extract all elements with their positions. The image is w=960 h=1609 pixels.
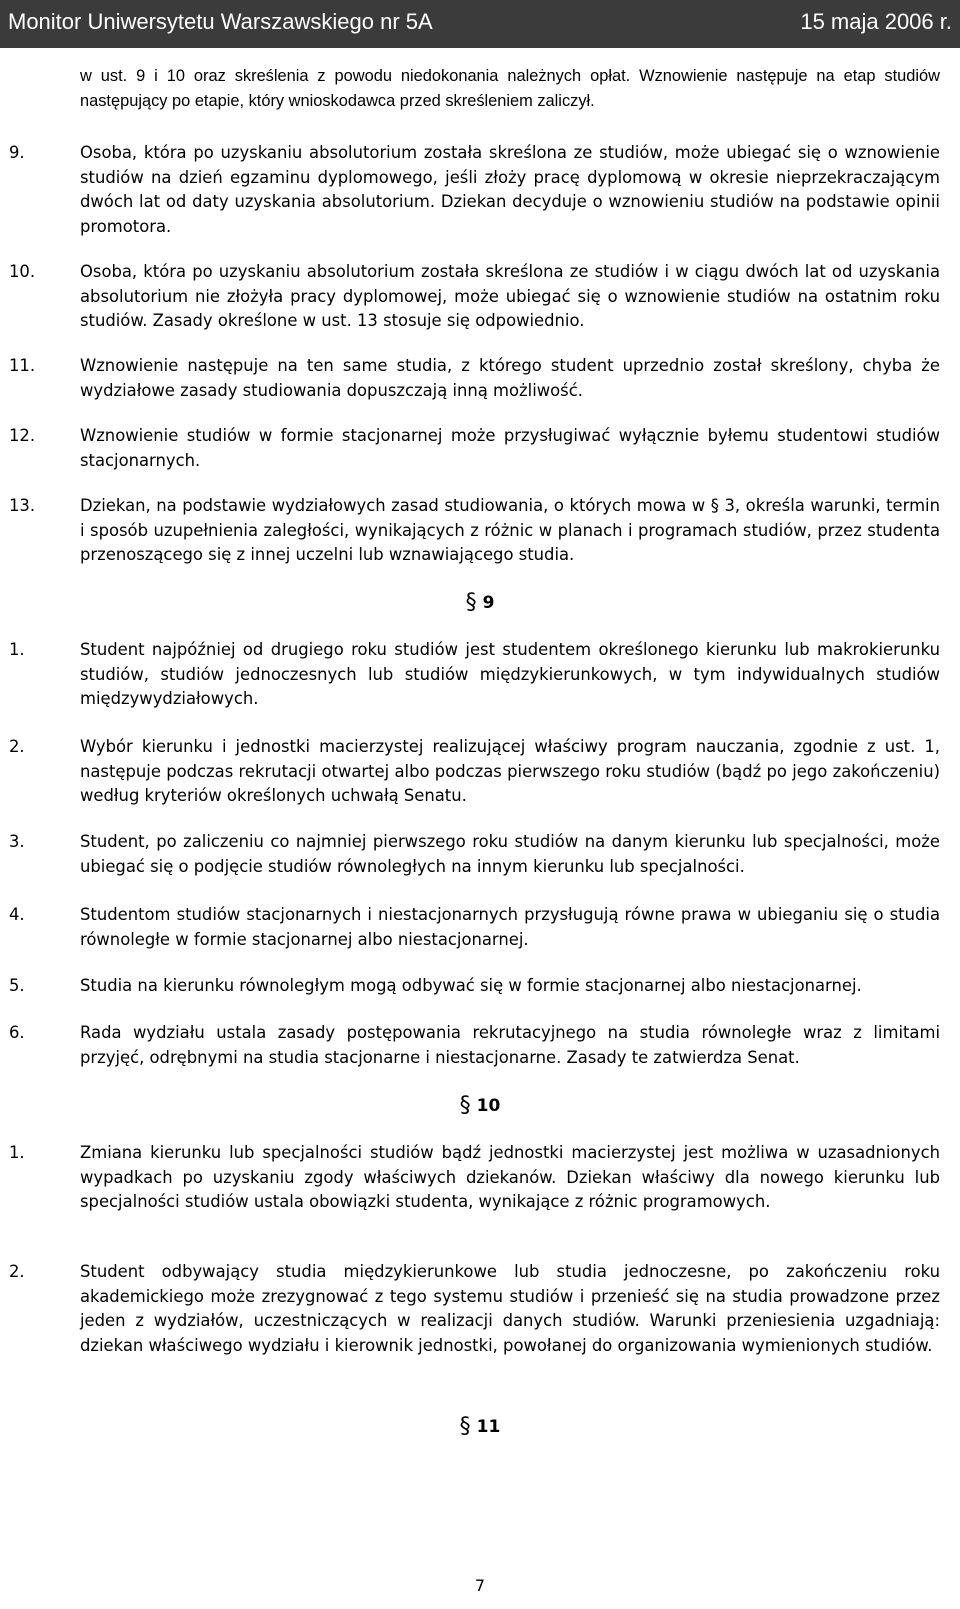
paragraph-number: 10.: [9, 262, 36, 281]
list-item-text: Student odbywający studia międzykierunkowe lub studia jednoczesne, po zakończeniu roku akademickiego może zrezygnować z tego systemu studiów i przenieść się na studia prowadzone przez jeden z wydziałów, uczestniczących w realizacji danych studiów. Warunki przeniesienia uzgadniają: dziekan właściwego wydziału i kierownik jednostki, powołanej do organizowania wymienionych studiów.: [80, 1262, 940, 1355]
paragraph-number: 12.: [9, 426, 36, 445]
list-item-text: Studentom studiów stacjonarnych i niestacjonarnych przysługują równe prawa w ubieganiu się o studia równoległe w formie stacjonarnej albo niestacjonarnej.: [80, 905, 940, 949]
section-symbol: §: [465, 590, 477, 615]
list-item-number: 2.: [9, 737, 25, 756]
journal-title: Monitor Uniwersytetu Warszawskiego nr 5A: [8, 9, 433, 34]
paragraph-text: Wznowienie studiów w formie stacjonarnej może przysługiwać wyłącznie byłemu studentowi studiów stacjonarnych.: [80, 426, 940, 470]
list-item-number: 3.: [9, 832, 25, 851]
list-item-number: 1.: [9, 1143, 25, 1162]
paragraph-number: 9.: [9, 143, 25, 162]
list-item-number: 6.: [9, 1023, 25, 1042]
paragraph-text: Osoba, która po uzyskaniu absolutorium została skreślona ze studiów i w ciągu dwóch lat od uzyskania absolutorium nie złożyła pracy dyplomowej, może ubiegać się o wznowienie studiów na ostatnim roku studiów. Zasady określone w ust. 13 stosuje się odpowiednio.: [80, 262, 940, 330]
list-item-text: Studia na kierunku równoległym mogą odbywać się w formie stacjonarnej albo niestacjonarnej.: [80, 976, 862, 995]
section-symbol: §: [459, 1414, 471, 1439]
page-header: [0, 0, 960, 48]
continuation-text: w ust. 9 i 10 oraz skreślenia z powodu niedokonania należnych opłat. Wznowienie następuje na etap studiów następujący po etapie, który wnioskodawca przed skreśleniem zaliczył.: [80, 67, 940, 110]
paragraph-number: 13.: [9, 496, 36, 515]
paragraph-text: Osoba, która po uzyskaniu absolutorium została skreślona ze studiów, może ubiegać się o wznowienie studiów na dzień egzaminu dyplomowego, jeśli złoży pracę dyplomową w okresie nieprzekraczającym dwóch lat od daty uzyskania absolutorium. Dziekan decyduje o wznowieniu studiów na podstawie opinii promotora.: [80, 143, 940, 236]
section-number: 10: [476, 1096, 501, 1116]
list-item-text: Student najpóźniej od drugiego roku studiów jest studentem określonego kierunku lub makrokierunku studiów, studiów jednoczesnych lub studiów międzykierunkowych, w tym indywidualnych studiów międzywydziałowych.: [80, 640, 940, 708]
section-heading-11: [0, 1414, 960, 1439]
list-item-text: Wybór kierunku i jednostki macierzystej realizującej właściwy program nauczania, zgodnie z ust. 1, następuje podczas rekrutacji otwartej albo podczas pierwszego roku studiów (bądź po jego zakończeniu) według kryteriów określonych uchwałą Senatu.: [80, 737, 940, 805]
list-item-number: 2.: [9, 1262, 25, 1281]
issue-date: 15 maja 2006 r.: [800, 9, 952, 34]
list-item-number: 5.: [9, 976, 25, 995]
section-heading-10: [0, 1093, 960, 1118]
list-item-text: Rada wydziału ustala zasady postępowania rekrutacyjnego na studia równoległe wraz z limitami przyjęć, odrębnymi na studia stacjonarne i niestacjonarne. Zasady te zatwierdza Senat.: [80, 1023, 940, 1067]
list-item-text: Zmiana kierunku lub specjalności studiów bądź jednostki macierzystej jest możliwa w uzasadnionych wypadkach po uzyskaniu zgody właściwych dziekanów. Dziekan właściwy dla nowego kierunku lub specjalności studiów ustala obowiązki studenta, wynikające z różnic programowych.: [80, 1143, 940, 1211]
section-number: 11: [476, 1417, 501, 1437]
section-heading-9: [0, 590, 960, 615]
list-item-number: 4.: [9, 905, 25, 924]
paragraph-text: Wznowienie następuje na ten same studia, z którego student uprzednio został skreślony, chyba że wydziałowe zasady studiowania dopuszczają inną możliwość.: [80, 356, 940, 400]
list-item-number: 1.: [9, 640, 25, 659]
section-symbol: §: [459, 1093, 471, 1118]
paragraph-number: 11.: [9, 356, 36, 375]
page-number: 7: [474, 1576, 486, 1595]
paragraph-text: Dziekan, na podstawie wydziałowych zasad studiowania, o których mowa w § 3, określa warunki, termin i sposób uzupełnienia zaległości, wynikających z różnic w planach i programach studiów, przez studenta przenoszącego się z innej uczelni lub wznawiającego studia.: [80, 496, 940, 564]
section-number: 9: [482, 593, 495, 613]
list-item-text: Student, po zaliczeniu co najmniej pierwszego roku studiów na danym kierunku lub specjalności, może ubiegać się o podjęcie studiów równoległych na innym kierunku lub specjalności.: [80, 832, 940, 876]
